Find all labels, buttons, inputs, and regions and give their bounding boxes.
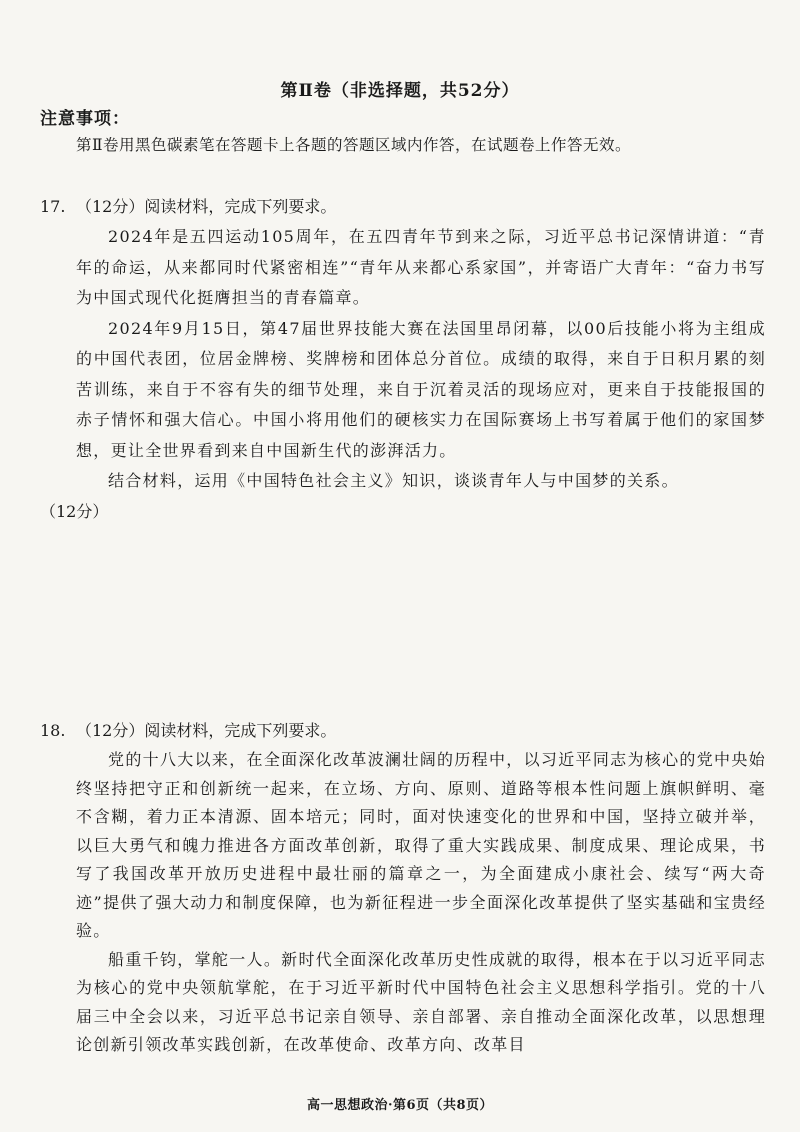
question-17-instruction: （12分）阅读材料，完成下列要求。 [76, 197, 337, 216]
question-17-header [40, 192, 740, 222]
question-17-paragraph: 2024年9月15日，第47届世界技能大赛在法国里昂闭幕，以00后技能小将为主组成的中国代表团，位居金牌榜、奖牌榜和团体总分首位。成绩的取得，来自于日积月累的刻苦训练，来自于不容有失的细节处理，来自于沉着灵活的现场应对，更来自于技能报国的赤子情怀和强大信心。中国小将用他们的硬核实力在国际赛场上书写着属于他们的家国梦想，更让全世界看到来自中国新生代的澎湃活力。 [76, 318, 766, 460]
question-17-prompt: 结合材料，运用《中国特色社会主义》知识，谈谈青年人与中国梦的关系。 [108, 471, 679, 490]
notice-heading: 注意事项： [40, 109, 130, 129]
section-title: 第Ⅱ卷（非选择题，共52分） [280, 81, 520, 101]
question-18-number: 18. [40, 721, 66, 740]
question-18-instruction: （12分）阅读材料，完成下列要求。 [76, 721, 337, 740]
question-17-paragraph: 2024年是五四运动105周年，在五四青年节到来之际，习近平总书记深情讲道：“青年的命运，从来都同时代紧密相连”“青年从来都心系家国”，并寄语广大青年：“奋力书写为中国式现代化挺膺担当的青春篇章。 [76, 227, 766, 307]
question-18-paragraph: 党的十八大以来，在全面深化改革波澜壮阔的历程中，以习近平同志为核心的党中央始终坚持把守正和创新统一起来，在立场、方向、原则、道路等根本性问题上旗帜鲜明、毫不含糊，着力正本清源、固本培元；同时，面对快速变化的世界和中国，坚持立破并举，以巨大勇气和魄力推进各方面改革创新，取得了重大实践成果、制度成果、理论成果，书写了我国改革开放历史进程中最壮丽的篇章之一，为全面建成小康社会、续写“两大奇迹”提供了强大动力和制度保障，也为新征程进一步全面深化改革提供了坚实基础和宝贵经验。 [76, 750, 766, 940]
question-18-header [40, 716, 740, 746]
question-17-number: 17. [40, 197, 66, 216]
question-18 [40, 716, 766, 1060]
notice-text: 第Ⅱ卷用黑色碳素笔在答题卡上各题的答题区域内作答，在试题卷上作答无效。 [76, 136, 632, 154]
page-footer: 高一思想政治·第6页（共8页） [306, 1098, 494, 1113]
question-17-score: （12分） [40, 501, 109, 521]
question-18-body [76, 746, 766, 1060]
question-18-paragraph: 船重千钧，掌舵一人。新时代全面深化改革历史性成就的取得，根本在于以习近平同志为核心的党中央领航掌舵，在于习近平新时代中国特色社会主义思想科学指引。党的十八届三中全会以来，习近平总书记亲自领导、亲自部署、亲自推动全面深化改革，以思想理论创新引领改革实践创新，在改革使命、改革方向、改革目 [76, 949, 766, 1054]
question-17 [40, 192, 766, 527]
question-17-body [76, 222, 766, 497]
